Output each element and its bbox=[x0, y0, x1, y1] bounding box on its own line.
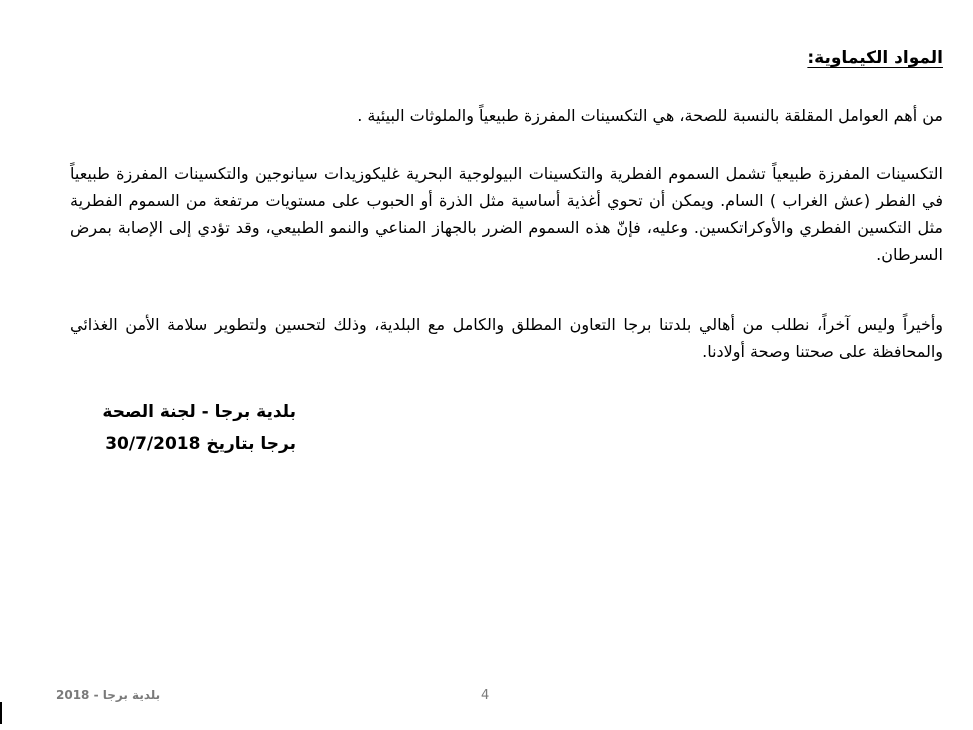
signature-block bbox=[86, 396, 296, 460]
signature-committee: بلدية برجا - لجنة الصحة bbox=[102, 402, 296, 422]
paragraph-toxins: التكسينات المفرزة طبيعياً تشمل السموم الفطرية والتكسينات البيولوجية البحرية غليكوزيدات سيانوجين والتكسينات المفرزة طبيعياً في الفطر (عش الغراب ) السام. ويمكن أن تحوي أغذية أساسية مثل الذرة أو الحبوب على مستويات مرتفعة من السموم الفطرية مثل التكسين الفطري والأوكراتكسين. وعليه، فإنّ هذه السموم الضرر بالجهاز المناعي والنمو الطبيعي، وقد تؤدي إلى الإصابة بمرض السرطان. bbox=[70, 164, 943, 264]
paragraph-closing: وأخيراً وليس آخراً، نطلب من أهالي بلدتنا برجا التعاون المطلق والكامل مع البلدية، وذلك لتحسين ولتطوير سلامة الأمن الغذائي والمحافظة على صحتنا وصحة أولادنا. bbox=[70, 315, 943, 361]
footer-municipality: بلدية برجا - 2018 bbox=[56, 688, 161, 702]
page-number: 4 bbox=[481, 688, 490, 703]
edge-marker bbox=[0, 702, 2, 724]
paragraph-intro: من أهم العوامل المقلقة بالنسبة للصحة، هي التكسينات المفرزة طبيعياً والملوثات البيئية . bbox=[357, 106, 943, 125]
section-heading: المواد الكيماوية: bbox=[807, 48, 943, 68]
signature-date: برجا بتاريخ 30/7/2018 bbox=[105, 434, 296, 454]
